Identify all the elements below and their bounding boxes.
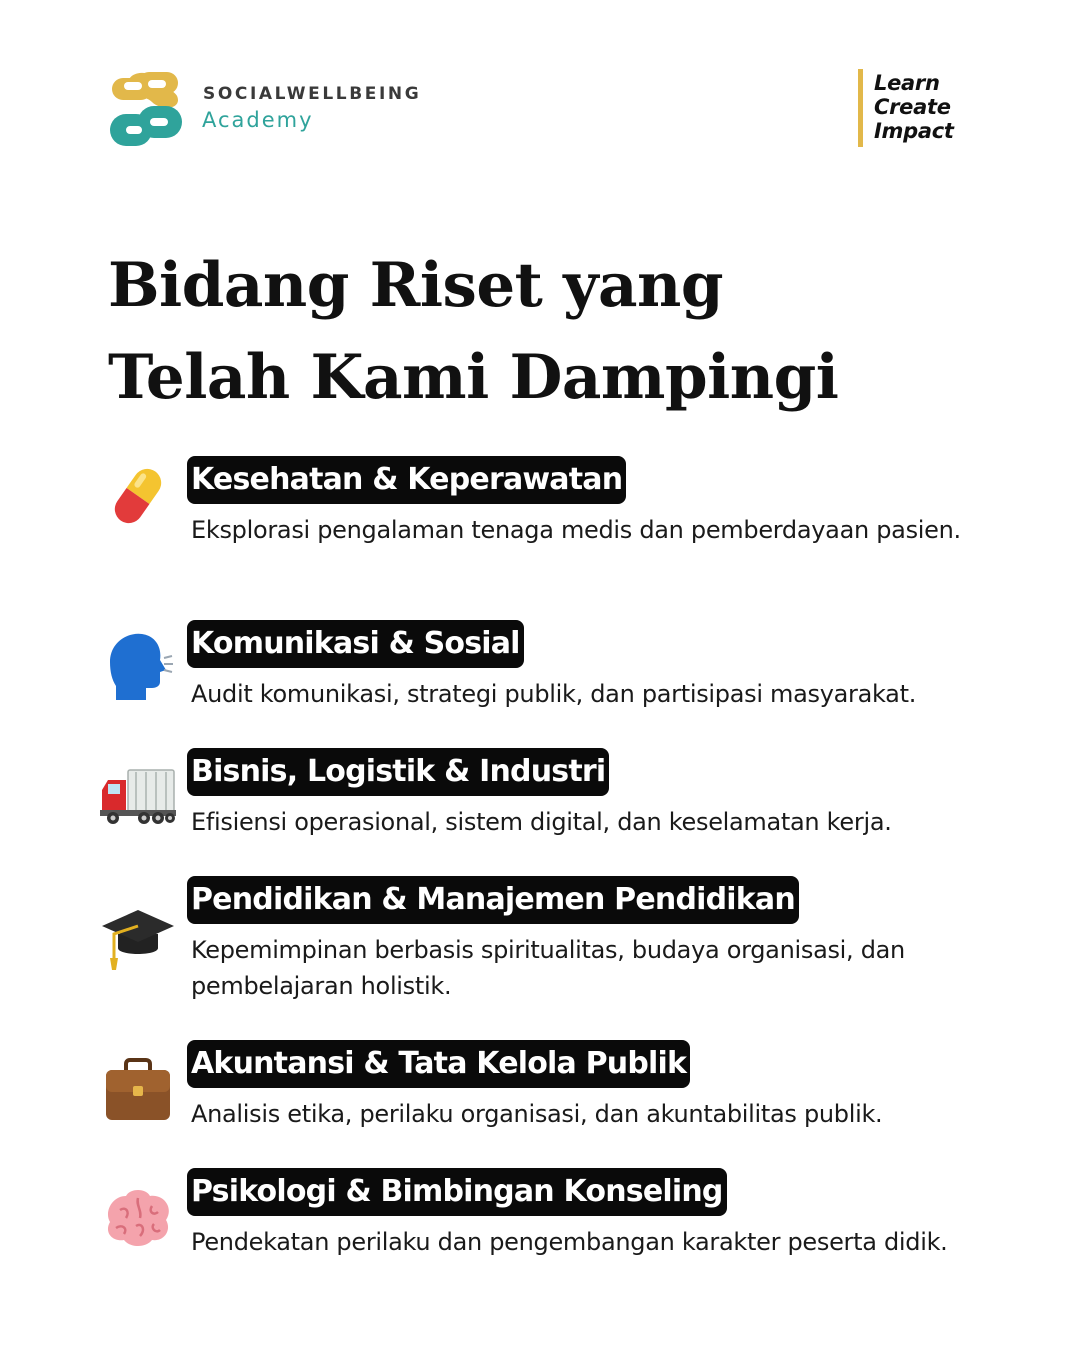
item-heading: Kesehatan & Keperawatan (187, 456, 626, 504)
page-title-line: Telah Kami Dampingi (108, 342, 839, 413)
page-title (108, 240, 838, 424)
item-heading: Komunikasi & Sosial (187, 620, 524, 668)
tagline-line: Learn (874, 71, 940, 95)
briefcase-icon (100, 1052, 176, 1128)
item-description: Pendekatan perilaku dan pengembangan karakter peserta didik. (191, 1228, 948, 1256)
item-heading: Psikologi & Bimbingan Konseling (187, 1168, 727, 1216)
tagline-line: Create (874, 95, 951, 119)
item-heading: Bisnis, Logistik & Industri (187, 748, 609, 796)
brand-name: SOCIALWELLBEING (203, 84, 422, 104)
pill-icon (100, 458, 176, 534)
speaking-head-icon (100, 628, 176, 704)
tagline-line: Impact (874, 119, 954, 143)
item-description: Audit komunikasi, strategi publik, dan partisipasi masyarakat. (191, 680, 917, 708)
item-description: Efisiensi operasional, sistem digital, dan keselamatan kerja. (191, 808, 892, 836)
graduation-cap-icon (100, 898, 176, 974)
item-heading: Pendidikan & Manajemen Pendidikan (187, 876, 799, 924)
brain-icon (100, 1182, 176, 1258)
item-description: Kepemimpinan berbasis spiritualitas, budaya organisasi, dan pembelajaran holistik. (191, 936, 905, 1000)
item-heading: Akuntansi & Tata Kelola Publik (187, 1040, 690, 1088)
brand-subtitle: Academy (202, 108, 314, 132)
item-description: Analisis etika, perilaku organisasi, dan akuntabilitas publik. (191, 1100, 883, 1128)
logo-icon (108, 68, 184, 152)
tagline (874, 71, 954, 143)
page-title-line: Bidang Riset yang (108, 250, 724, 321)
tagline-divider (858, 69, 863, 147)
truck-icon (100, 756, 176, 832)
item-description: Eksplorasi pengalaman tenaga medis dan pemberdayaan pasien. (191, 516, 961, 544)
